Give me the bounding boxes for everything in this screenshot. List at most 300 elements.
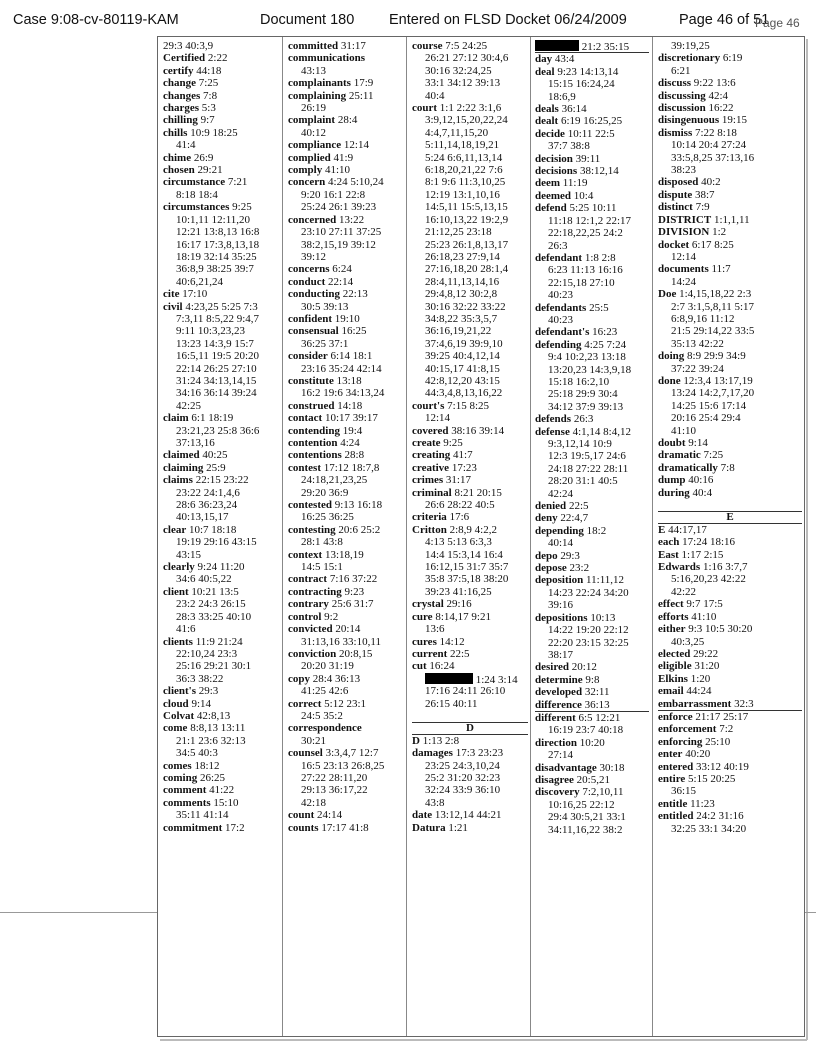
page-line-refs: 13:18	[336, 374, 362, 387]
index-entry	[163, 288, 279, 300]
index-entry	[288, 176, 404, 188]
index-term: efforts	[658, 610, 689, 623]
page-line-refs: 2:22	[207, 52, 228, 65]
page-line-refs: 10:4	[573, 189, 594, 202]
page-line-refs: 17:9	[353, 77, 374, 90]
page-line-refs: 20:20 31:19	[301, 660, 354, 673]
index-continuation	[535, 450, 649, 462]
index-continuation	[163, 325, 279, 337]
index-term: dealt	[535, 115, 559, 128]
page-line-refs: 9:23	[344, 585, 365, 598]
page-line-refs: 31:13,16 33:10,11	[301, 635, 381, 648]
page-line-refs: 32:11	[584, 686, 610, 699]
index-term: criminal	[412, 486, 452, 499]
page-line-refs: 16:24	[429, 660, 455, 673]
index-continuation	[163, 387, 279, 399]
page-line-refs: 9:8	[585, 673, 600, 686]
index-continuation	[535, 227, 649, 239]
index-entry	[658, 810, 802, 822]
page-line-refs: 1:16 3:7,7	[702, 561, 748, 574]
index-entry	[658, 214, 802, 226]
index-term: construed	[288, 399, 335, 412]
index-continuation	[658, 425, 802, 437]
index-continuation	[163, 338, 279, 350]
index-continuation	[658, 823, 802, 835]
index-entry	[163, 772, 279, 784]
index-term: comments	[163, 796, 211, 809]
index-entry	[163, 90, 279, 102]
index-entry	[658, 201, 802, 213]
page-line-refs: 23:21,23 25:8 36:6	[176, 424, 260, 437]
index-entry	[658, 685, 802, 697]
page-line-refs: 37:13,16	[176, 437, 215, 449]
page-line-refs: 27:16,18,20 28:1,4	[425, 263, 509, 276]
index-entry	[163, 164, 279, 176]
index-entry	[412, 40, 528, 52]
index-term: cloud	[163, 697, 189, 710]
page-line-refs: 3:3,4,7 12:7	[325, 747, 379, 760]
index-continuation	[412, 698, 528, 710]
index-entry	[288, 77, 404, 89]
page-line-refs: 26:9	[193, 151, 214, 164]
index-entry	[412, 822, 528, 834]
page-line-refs: 41:22	[209, 784, 235, 797]
index-entry	[412, 524, 528, 536]
page-line-refs: 42:4	[708, 89, 729, 102]
index-entry	[535, 66, 649, 78]
index-entry	[288, 648, 404, 660]
page-line-refs: 41:9	[333, 151, 354, 164]
index-continuation	[412, 301, 528, 313]
index-continuation	[412, 536, 528, 548]
index-term: creating	[412, 449, 451, 462]
page-line-refs: 9:7	[200, 114, 215, 127]
index-entry	[535, 252, 649, 264]
index-term: contracting	[288, 585, 342, 598]
index-continuation	[288, 387, 404, 399]
index-term: conducting	[288, 288, 340, 301]
page-line-refs: 36:16,19,21,22	[425, 325, 492, 338]
index-continuation	[535, 587, 649, 599]
index-entry	[658, 437, 802, 449]
page-line-refs: 7:22 8:18	[695, 126, 737, 139]
index-term: chosen	[163, 164, 195, 177]
page-line-refs: 25:10	[705, 735, 731, 748]
index-entry	[658, 90, 802, 102]
index-term: distinct	[658, 201, 693, 214]
index-entry	[658, 761, 802, 773]
page-line-refs: 30:5 39:13	[301, 300, 349, 313]
page-line-refs: 29:20 36:9	[301, 486, 349, 499]
index-continuation	[658, 276, 802, 288]
page-line-refs: 34:12 37:9 39:13	[548, 400, 624, 413]
index-term: disposed	[658, 176, 699, 189]
index-term: defend	[535, 202, 567, 215]
index-term: clear	[163, 523, 187, 536]
page-line-refs: 44:17,17	[668, 523, 707, 536]
index-continuation	[535, 351, 649, 363]
page-line-refs: 25:2 31:20 32:23	[425, 771, 501, 784]
page-line-refs: 6:18,20,21,22 7:6	[425, 164, 503, 177]
page-line-refs: 6:24	[332, 263, 352, 276]
page-line-refs: 28:4 36:13	[312, 672, 361, 685]
index-term: entitle	[658, 797, 688, 810]
index-entry	[658, 748, 802, 760]
index-continuation	[163, 536, 279, 548]
page-line-refs: 13:6	[425, 623, 445, 636]
page-line-refs: 17:2	[225, 821, 245, 834]
page-line-refs: 14:25 15:6 17:14	[671, 399, 747, 412]
page-line-refs: 9:14	[688, 437, 708, 449]
page-line-refs: 42:8,13	[196, 709, 231, 722]
index-term: constitute	[288, 374, 334, 387]
page-line-refs: 36:15	[671, 785, 697, 798]
page-line-refs: 10:20	[579, 736, 605, 749]
page-line-refs: 37:4,6,19 39:9,10	[425, 337, 503, 350]
index-term: deemed	[535, 189, 572, 202]
page-line-refs: 41:10	[691, 610, 717, 623]
index-term: covered	[412, 424, 449, 437]
page-line-refs: 17:3 23:23	[455, 747, 504, 760]
page-line-refs: 6:19 16:25,25	[560, 115, 623, 128]
index-entry	[288, 598, 404, 610]
page-line-refs: 25:11	[348, 89, 374, 102]
page-line-refs: 26:3	[573, 413, 594, 426]
page-line-refs: 23:25 24:3,10,24	[425, 759, 500, 772]
index-term: cures	[412, 635, 437, 648]
column-divider	[406, 37, 407, 1036]
index-term: different	[535, 711, 576, 724]
index-entry	[658, 288, 802, 300]
index-column-2	[288, 40, 404, 834]
index-continuation	[535, 749, 649, 761]
page-line-refs: 17:24 18:16	[682, 536, 736, 549]
page-line-refs: 19:4	[342, 424, 363, 437]
page-line-refs: 16:2 19:6 34:13,24	[301, 387, 385, 400]
index-entry	[288, 40, 404, 52]
index-entry	[658, 611, 802, 623]
index-term: change	[163, 77, 196, 90]
page-line-refs: 21:1 23:6 32:13	[176, 734, 246, 747]
index-term: denied	[535, 500, 567, 513]
index-continuation	[288, 735, 404, 747]
page-line-refs: 3:9,12,15,20,22,24	[425, 114, 508, 127]
page-line-refs: 4:23,25 5:25 7:3	[185, 300, 258, 313]
index-continuation	[412, 77, 528, 89]
page-line-refs: 32:3	[734, 697, 754, 710]
page-line-refs: 34:11,16,22 38:2	[548, 823, 623, 836]
page-line-refs: 7:8	[203, 89, 218, 102]
index-column-4	[535, 40, 649, 836]
index-entry	[163, 449, 279, 461]
index-continuation	[412, 90, 528, 102]
page-line-refs: 21:12,25 23:18	[425, 226, 492, 239]
page-line-refs: 9:25	[443, 437, 463, 449]
index-continuation	[163, 425, 279, 437]
index-entry	[658, 698, 802, 710]
index-term: court	[412, 102, 438, 115]
redaction-bar	[535, 40, 579, 51]
page-line-refs: 22:14	[328, 275, 354, 288]
page-line-refs: 12:14	[425, 412, 451, 425]
redaction-bar	[425, 673, 473, 684]
page-line-refs: 25:23 26:1,8,13,17	[425, 238, 509, 251]
index-term: correspondence	[288, 722, 362, 735]
index-continuation	[288, 102, 404, 114]
index-continuation	[658, 338, 802, 350]
index-entry	[288, 263, 404, 275]
page-line-refs: 5:25 10:11	[569, 202, 617, 215]
page-line-refs: 5:11,14,18,19,21	[425, 139, 500, 152]
page-line-refs: 40:13,15,17	[176, 511, 229, 524]
index-continuation	[163, 623, 279, 635]
spacer-line	[658, 499, 802, 511]
index-continuation	[412, 586, 528, 598]
index-entry	[535, 525, 649, 537]
index-term: contention	[288, 437, 338, 449]
index-term: desired	[535, 661, 570, 674]
page-line-refs: 4:24 5:10,24	[328, 176, 384, 189]
index-entry	[163, 524, 279, 536]
index-term: correct	[288, 697, 322, 710]
page-line-refs: 7:15 8:25	[447, 399, 490, 412]
page-line-refs: 2:8,9 4:2,2	[449, 523, 497, 536]
index-entry	[412, 648, 528, 660]
page-line-refs: 42:8,12,20 43:15	[425, 374, 500, 387]
index-term: elected	[658, 647, 691, 660]
index-entry	[658, 226, 802, 238]
index-entry	[535, 762, 649, 774]
index-term: cut	[412, 660, 427, 673]
index-entry	[288, 425, 404, 437]
index-column-5	[658, 40, 802, 835]
index-term: certify	[163, 64, 194, 77]
page-line-refs: 39:23 41:16,25	[425, 585, 492, 598]
index-term: charges	[163, 102, 200, 115]
index-entry	[412, 735, 528, 747]
page-line-refs: 16:25	[341, 325, 367, 338]
index-entry	[288, 375, 404, 387]
index-term: compliance	[288, 139, 342, 152]
index-entry	[288, 822, 404, 834]
index-term: commitment	[163, 821, 223, 834]
index-continuation	[535, 463, 649, 475]
page-line-refs: 29:16	[446, 598, 472, 611]
index-entry	[658, 176, 802, 188]
index-entry	[163, 710, 279, 722]
index-term: count	[288, 809, 315, 822]
index-continuation	[412, 139, 528, 151]
page-line-refs: 27:14	[548, 749, 574, 762]
index-entry	[412, 809, 528, 821]
page-line-refs: 25:18 29:9 30:4	[548, 388, 618, 401]
index-continuation	[412, 387, 528, 399]
index-term: day	[535, 53, 553, 66]
index-term: disagree	[535, 773, 574, 786]
index-entry	[535, 302, 649, 314]
index-entry	[412, 511, 528, 523]
index-continuation	[535, 637, 649, 649]
index-continuation	[535, 401, 649, 413]
page-line-refs: 12:14	[343, 139, 369, 152]
index-continuation	[412, 375, 528, 387]
index-term: current	[412, 647, 448, 660]
page-line-refs: 6:8,9,16 11:12	[671, 312, 735, 325]
index-continuation	[412, 623, 528, 635]
page-line-refs: 40:25	[202, 449, 228, 462]
page-line-refs: 28:8	[344, 449, 365, 462]
index-term: discretionary	[658, 52, 721, 65]
page-line-refs: 43:8	[425, 796, 445, 809]
page-line-refs: 31:17	[340, 40, 366, 52]
index-term: defends	[535, 413, 572, 426]
page-line-refs: 5:24 6:6,11,13,14	[425, 151, 503, 164]
page-line-refs: 31:20	[694, 660, 720, 673]
page-line-refs: 30:21	[301, 734, 327, 747]
page-line-refs: 6:19	[722, 52, 743, 65]
index-continuation	[535, 799, 649, 811]
index-continuation	[288, 189, 404, 201]
case-number: Case 9:08-cv-80119-KAM	[13, 12, 179, 28]
index-continuation	[535, 314, 649, 326]
document-number: Document 180	[260, 12, 355, 28]
index-term: court's	[412, 399, 445, 412]
index-entry	[288, 524, 404, 536]
index-entry	[163, 636, 279, 648]
index-continuation	[288, 65, 404, 77]
index-entry	[288, 462, 404, 474]
page-line-refs: 22:10,24 23:3	[176, 647, 238, 660]
page-line-refs: 9:20 16:1 22:8	[301, 188, 366, 201]
index-term: deem	[535, 177, 561, 190]
page-line-refs: 7:9	[695, 201, 710, 214]
page-line-refs: 26:21 27:12 30:4,6	[425, 52, 509, 65]
page-line-refs: 42:18	[301, 796, 327, 809]
index-term: concerns	[288, 263, 330, 276]
index-term: claim	[163, 412, 189, 425]
page-line-refs: 44:3,4,8,13,16,22	[425, 387, 503, 400]
page-line-refs: 39:19,25	[671, 40, 710, 52]
page-line-refs: 4:1,14 8:4,12	[572, 425, 631, 438]
index-term: consensual	[288, 325, 339, 338]
page-line-refs: 41:6	[176, 623, 196, 636]
page-line-refs: 18:2	[586, 524, 607, 537]
index-term: Elkins	[658, 672, 688, 685]
index-term: course	[412, 40, 443, 52]
page-line-refs: 11:9 21:24	[195, 635, 243, 648]
index-continuation	[535, 40, 649, 52]
page-line-refs: 4:4,7,11,15,20	[425, 126, 489, 139]
index-term: comes	[163, 759, 192, 772]
page-line-refs: 43:4	[554, 53, 575, 66]
index-continuation	[163, 511, 279, 523]
index-term: communications	[288, 52, 365, 65]
page-line-refs: 22:4,7	[560, 512, 589, 525]
index-term: difference	[535, 698, 582, 711]
index-entry	[163, 797, 279, 809]
page-line-refs: 36:3 38:22	[176, 672, 224, 685]
index-term: enforcement	[658, 723, 717, 736]
section-letter: D	[412, 722, 528, 734]
page-line-refs: 6:5 12:21	[578, 711, 621, 724]
page-line-refs: 16:12,15 31:7 35:7	[425, 561, 509, 574]
index-continuation	[163, 363, 279, 375]
index-entry	[412, 449, 528, 461]
index-entry	[412, 474, 528, 486]
page-line-refs: 1:20	[690, 672, 711, 685]
index-entry	[163, 176, 279, 188]
index-term: done	[658, 374, 681, 387]
page-line-refs: 34:8,22 35:3,5,7	[425, 312, 498, 325]
page-line-refs: 17:17 41:8	[321, 821, 369, 834]
index-entry	[535, 190, 649, 202]
index-continuation	[412, 226, 528, 238]
index-entry	[163, 127, 279, 139]
page-line-refs: 32:24 33:9 36:10	[425, 784, 501, 797]
index-term: concern	[288, 176, 326, 189]
page-line-refs: 19:19 29:16 43:15	[176, 536, 257, 549]
index-entry	[535, 500, 649, 512]
docket-entry: Entered on FLSD Docket 06/24/2009	[389, 12, 627, 28]
index-entry	[658, 710, 802, 723]
page-line-refs: 7:5 24:25	[445, 40, 488, 52]
page-line-refs: 31:24 34:13,14,15	[176, 374, 257, 387]
frame-shadow-right	[806, 39, 808, 1040]
page-line-refs: 16:19 23:7 40:18	[548, 724, 624, 737]
page-line-refs: 12:14	[671, 250, 697, 263]
page-line-refs: 28:3 33:25 40:10	[176, 610, 252, 623]
index-entry	[163, 201, 279, 213]
index-term: complaint	[288, 114, 336, 127]
index-continuation	[412, 313, 528, 325]
index-term: contesting	[288, 523, 336, 536]
index-entry	[658, 350, 802, 362]
page-line-refs: 1:21	[448, 821, 468, 834]
index-continuation	[535, 811, 649, 823]
page-line-refs: 1:8 2:8	[584, 251, 616, 264]
index-continuation	[658, 301, 802, 313]
page-line-refs: 25:5	[589, 301, 609, 314]
index-continuation	[288, 226, 404, 238]
index-continuation	[288, 685, 404, 697]
page-line-refs: 17:12 18:7,8	[323, 461, 380, 474]
index-continuation	[535, 537, 649, 549]
page-line-refs: 16:17 17:3,8,13,18	[176, 238, 260, 251]
index-continuation	[535, 264, 649, 276]
index-entry	[163, 114, 279, 126]
index-term: criteria	[412, 511, 447, 524]
index-entry	[412, 611, 528, 623]
page-line-refs: 8:8,13 13:11	[190, 722, 246, 735]
page-line-refs: 39:12	[301, 250, 327, 263]
index-continuation	[163, 660, 279, 672]
page-line-refs: 16:10,13,22 19:2,9	[425, 213, 509, 226]
index-term: contending	[288, 424, 340, 437]
page-line-refs: 19:15	[721, 114, 747, 127]
page-line-refs: 24:5 35:2	[301, 709, 343, 722]
page-line-refs: 1:1,1,11	[713, 213, 750, 226]
index-entry	[288, 313, 404, 325]
page-line-refs: 9:11 10:3,23,23	[176, 325, 245, 338]
page-line-refs: 6:14 18:1	[330, 350, 373, 363]
page-line-refs: 28:4	[337, 114, 358, 127]
page-line-refs: 10:13	[590, 611, 616, 624]
index-continuation	[288, 784, 404, 796]
page-line-refs: 42:22	[671, 585, 697, 598]
page-line-refs: 12:19 13:1,10,16	[425, 188, 500, 201]
index-term: disadvantage	[535, 761, 597, 774]
margin-line	[805, 912, 816, 913]
